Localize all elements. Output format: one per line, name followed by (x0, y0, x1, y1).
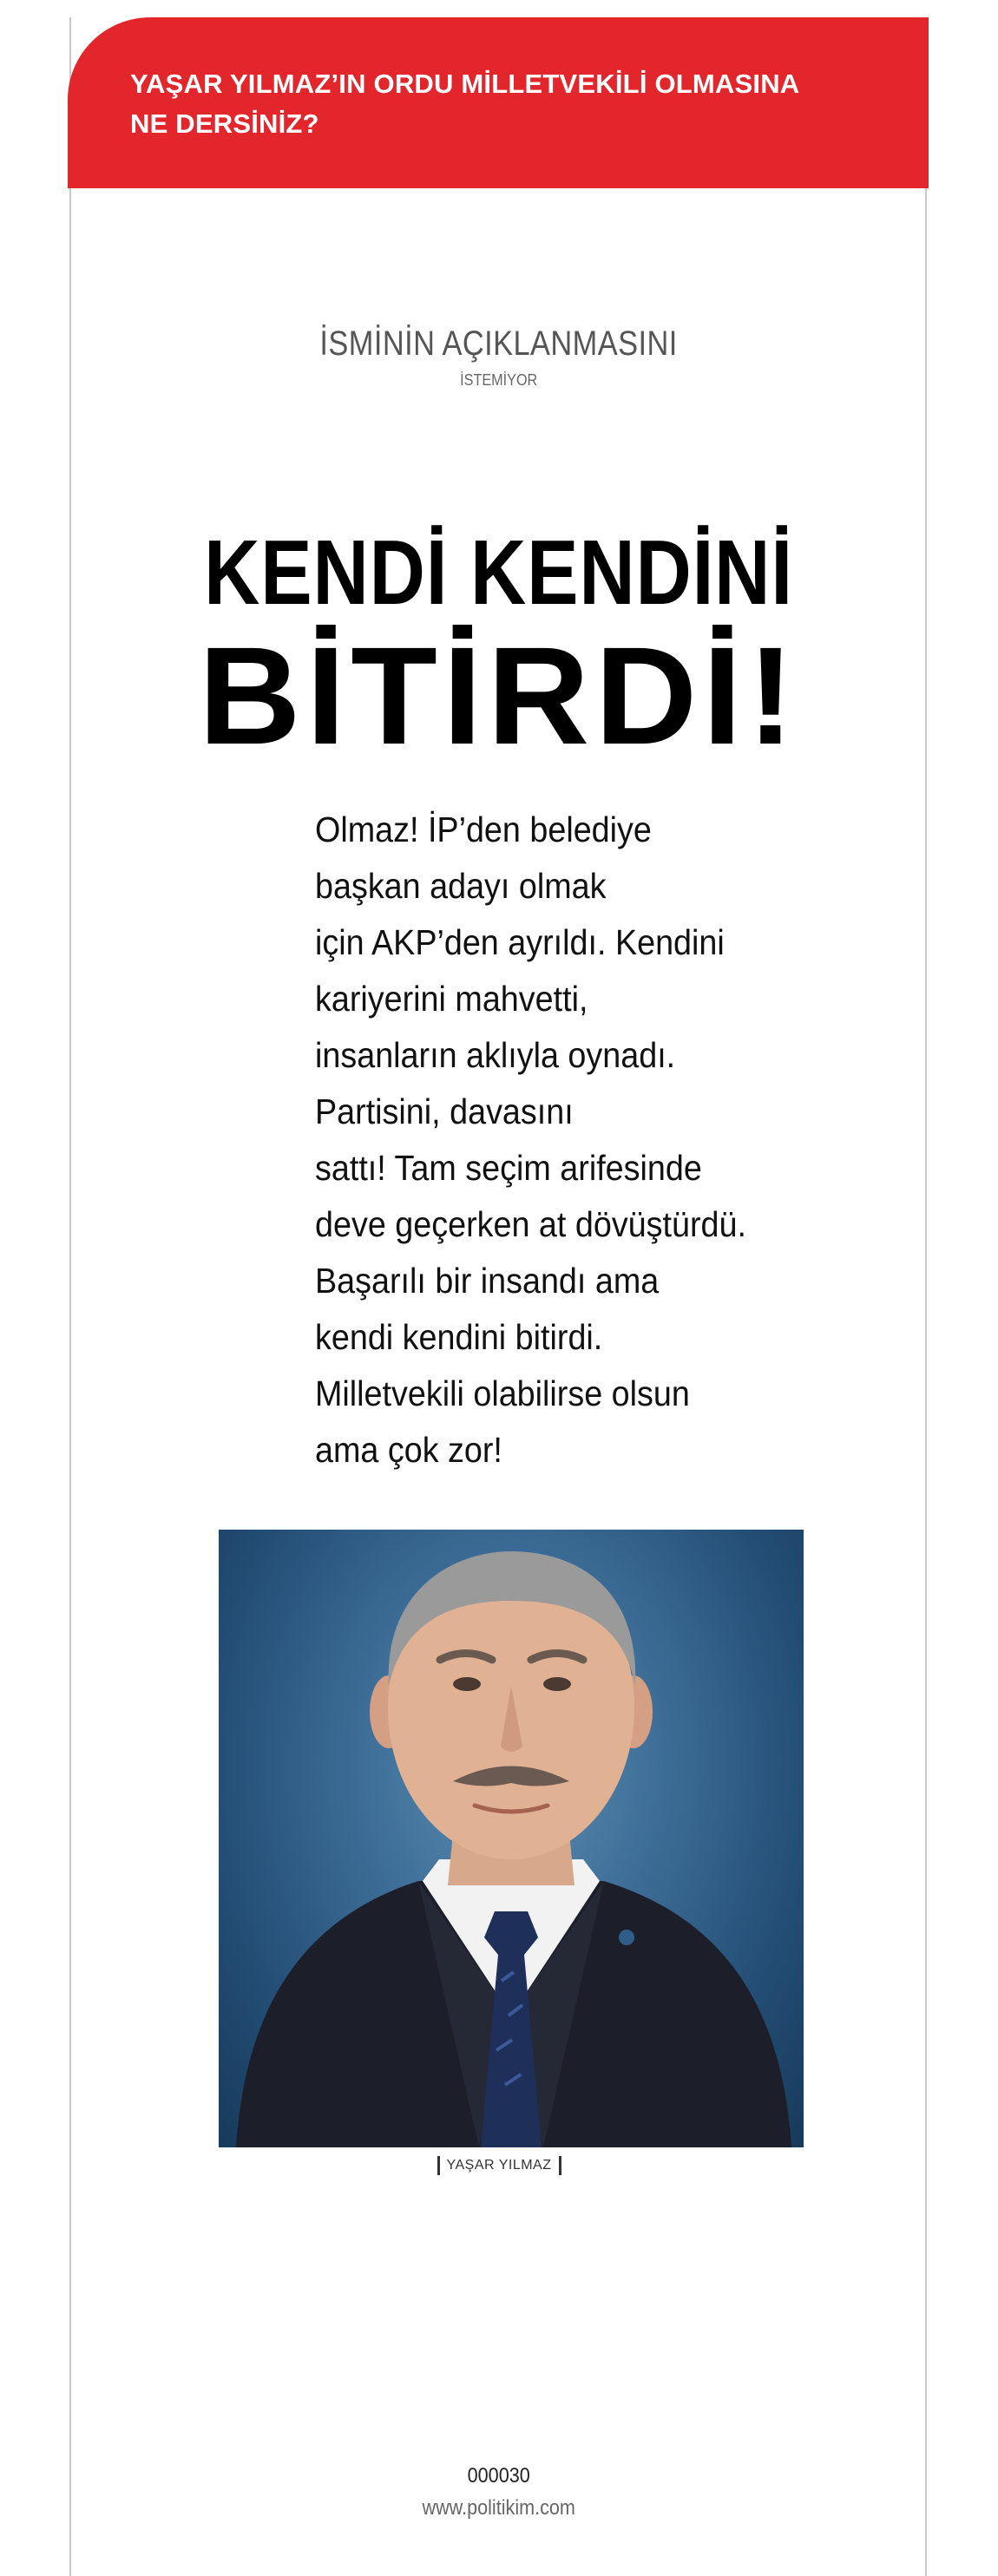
body-line: başkan adayı olmak (315, 866, 607, 906)
body-line: Başarılı bir insandı ama (315, 1261, 660, 1301)
body-line: için AKP’den ayrıldı. Kendini (315, 922, 725, 962)
body-line: Partisini, davasını (315, 1091, 574, 1131)
body-line: deve geçerken at dövüştürdü. (315, 1204, 746, 1244)
photo-caption-name: YAŞAR YILMAZ (446, 2158, 552, 2173)
body-line: Olmaz! İP’den belediye (315, 810, 652, 849)
footer-code: 000030 (467, 2464, 530, 2488)
portrait-illustration (219, 1530, 804, 2147)
caption-bar-left (437, 2156, 440, 2175)
source-line-2: İSTEMİYOR (460, 371, 538, 389)
headline-line-1: KENDİ KENDİNİ (204, 521, 793, 624)
body-line: kariyerini mahvetti, (315, 979, 588, 1019)
body-line: sattı! Tam seçim arifesinde (315, 1148, 702, 1188)
header-banner (68, 17, 929, 188)
source-line-1: İSMİNİN AÇIKLANMASINI (319, 324, 678, 363)
footer-url[interactable]: www.politikim.com (422, 2496, 575, 2520)
caption-bar-right (559, 2156, 561, 2175)
body-line: Milletvekili olabilirse olsun (315, 1373, 690, 1413)
header-title-line-1: YAŞAR YILMAZ’IN ORDU MİLLETVEKİLİ OLMASINA (130, 69, 800, 99)
body-line: kendi kendini bitirdi. (315, 1317, 603, 1357)
body-line: ama çok zor! (315, 1430, 502, 1470)
body-line: insanların aklıyla oynadı. (315, 1035, 676, 1075)
photo-caption (0, 2156, 998, 2175)
body-text (315, 802, 870, 1478)
portrait-photo (219, 1530, 804, 2147)
headline-line-2: BİTİRDİ! (198, 618, 800, 773)
header-title-line-2: NE DERSİNİZ? (130, 108, 319, 139)
